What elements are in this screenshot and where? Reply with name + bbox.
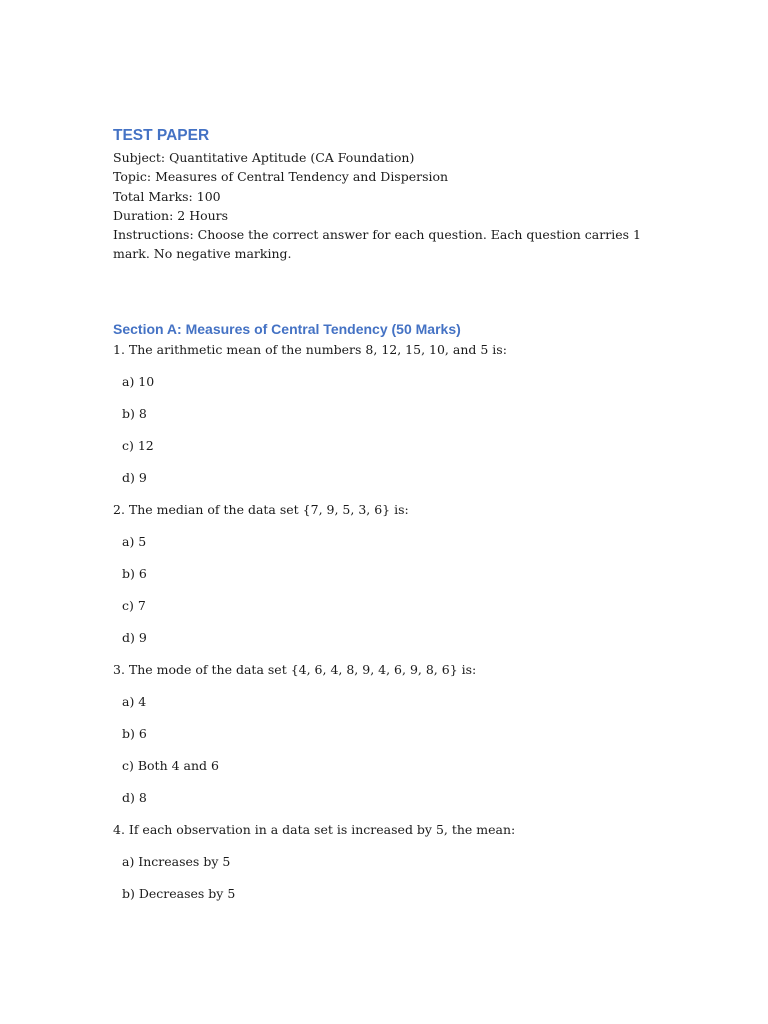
question-2-option-d: d) 9 <box>122 629 147 645</box>
question-3: 3. The mode of the data set {4, 6, 4, 8, 9, 4, 6, 9, 8, 6} is: <box>113 661 477 677</box>
question-3-option-c: c) Both 4 and 6 <box>122 757 219 773</box>
subject-line: Subject: Quantitative Aptitude (CA Foundation) <box>113 150 415 165</box>
question-1-option-c: c) 12 <box>122 437 154 453</box>
document-page <box>113 126 673 917</box>
topic-line: Topic: Measures of Central Tendency and Dispersion <box>113 169 449 185</box>
total-marks-line: Total Marks: 100 <box>113 188 221 204</box>
question-1: 1. The arithmetic mean of the numbers 8, 12, 15, 10, and 5 is: <box>113 341 507 357</box>
question-4-option-a: a) Increases by 5 <box>122 853 231 869</box>
duration-line: Duration: 2 Hours <box>113 207 229 223</box>
instructions-line: Instructions: Choose the correct answer for each question. Each question carries 1 mark. No negative marking. <box>113 227 641 262</box>
question-1-option-b: b) 8 <box>122 405 147 421</box>
page-title: TEST PAPER <box>113 127 210 144</box>
question-3-option-b: b) 6 <box>122 725 147 741</box>
question-3-option-a: a) 4 <box>122 693 147 709</box>
question-1-option-d: d) 9 <box>122 469 147 485</box>
question-2-option-c: c) 7 <box>122 597 146 613</box>
question-2-option-b: b) 6 <box>122 565 147 581</box>
question-1-option-a: a) 10 <box>122 373 155 389</box>
section-a-heading: Section A: Measures of Central Tendency (50 Marks) <box>113 320 461 337</box>
question-3-option-d: d) 8 <box>122 789 147 805</box>
question-4-option-b: b) Decreases by 5 <box>122 885 236 901</box>
question-2: 2. The median of the data set {7, 9, 5, 3, 6} is: <box>113 501 409 517</box>
question-2-option-a: a) 5 <box>122 533 147 549</box>
question-4: 4. If each observation in a data set is increased by 5, the mean: <box>113 821 516 837</box>
